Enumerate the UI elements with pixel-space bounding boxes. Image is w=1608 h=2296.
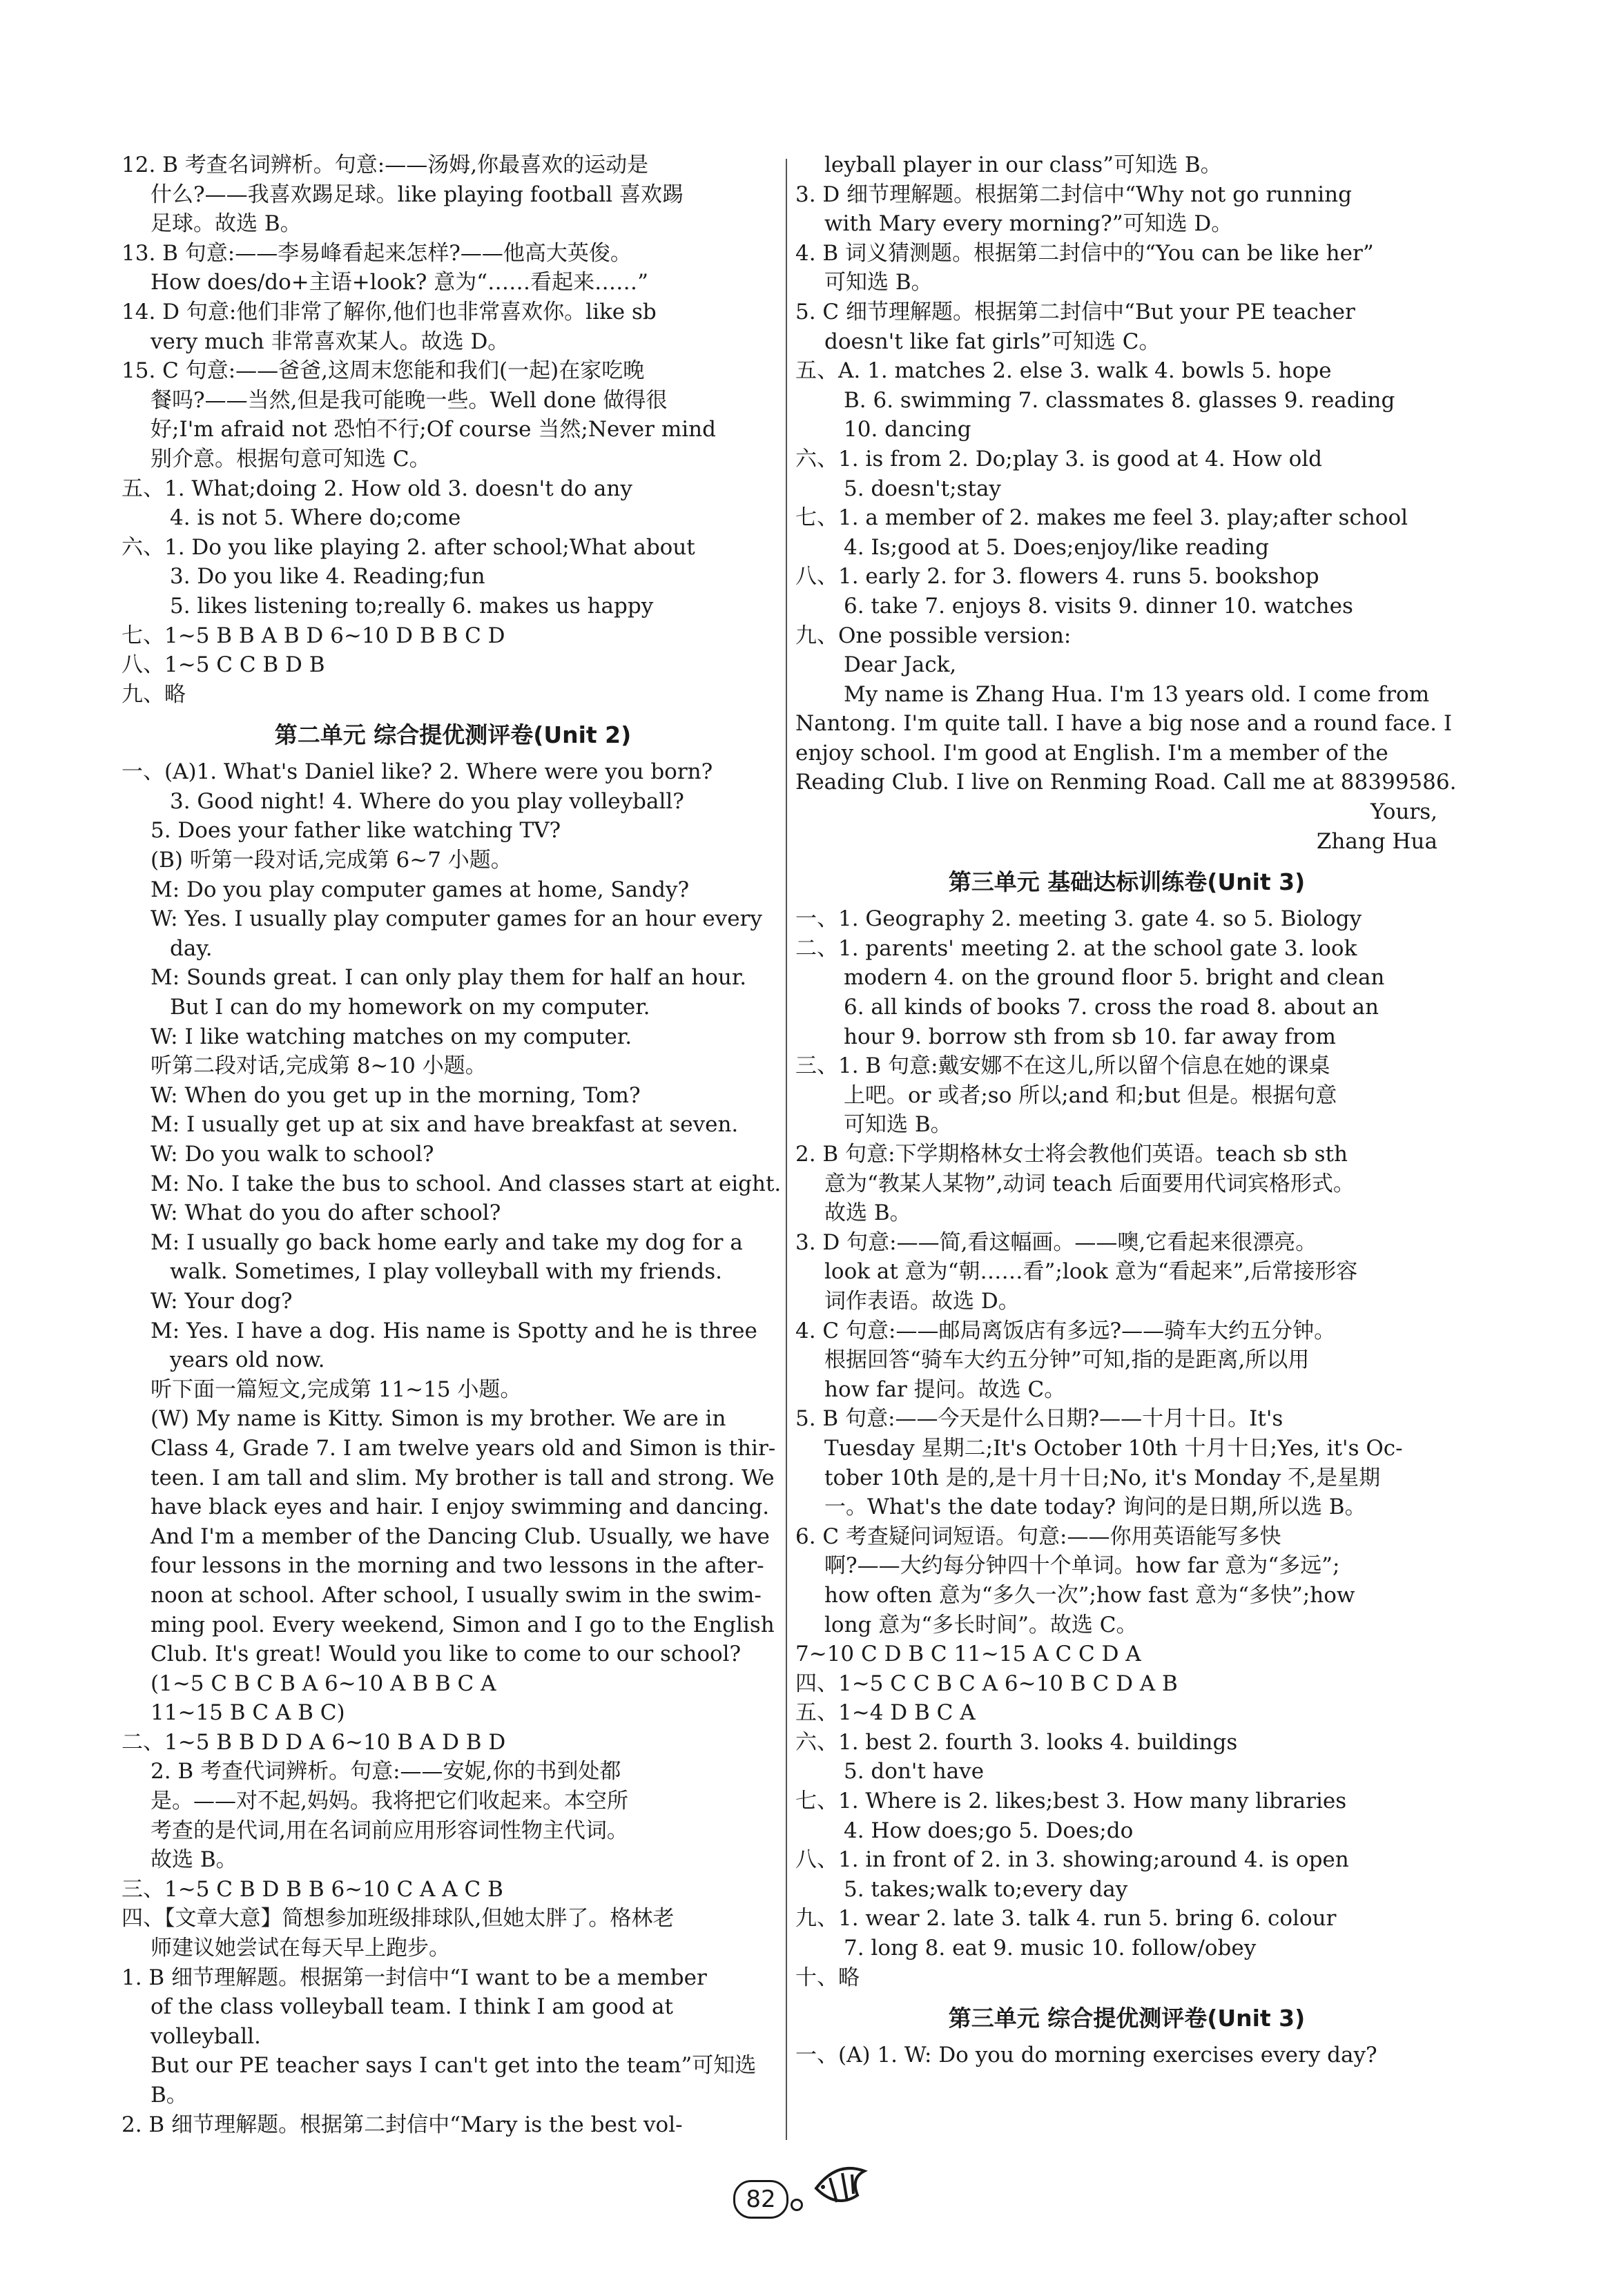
left-column [122, 150, 784, 2139]
answer-line: 5. B 句意:——今天是什么日期?——十月十日。It's [795, 1406, 1284, 1432]
answer-line: 一。What's the date today? 询问的是日期,所以选 B。 [824, 1495, 1366, 1520]
answer-line: (1~5 C B C B A 6~10 A B B C A [151, 1671, 496, 1696]
answer-line: long 意为“多长时间”。故选 C。 [824, 1612, 1138, 1637]
page-number-dot [791, 2199, 803, 2211]
answer-line: B. 6. swimming 7. classmates 8. glasses 9. reading [844, 387, 1395, 413]
answer-line: 什么?——我喜欢踢足球。like playing football 喜欢踢 [151, 182, 684, 207]
answer-line: years old now. [170, 1348, 325, 1373]
answer-line: Tuesday 星期二;It's October 10th 十月十日;Yes, it's Oc- [824, 1435, 1403, 1461]
answer-line: 听下面一篇短文,完成第 11~15 小题。 [151, 1376, 522, 1402]
answer-line: M: Yes. I have a dog. His name is Spotty and he is three [151, 1318, 757, 1343]
answer-line: 4. C 句意:——邮局离饭店有多远?——骑车大约五分钟。 [795, 1318, 1336, 1343]
answer-line: (B) 听第一段对话,完成第 6~7 小题。 [151, 848, 512, 873]
section-heading: 第三单元 综合提优测评卷(Unit 3) [948, 2005, 1306, 2032]
answer-line: 上吧。or 或者;so 所以;and 和;but 但是。根据句意 [844, 1082, 1337, 1108]
answer-line: 7~10 C D B C 11~15 A C C D A [795, 1642, 1141, 1667]
answer-line: 可知选 B。 [824, 270, 933, 295]
answer-line: look at 意为“朝……看”;look 意为“看起来”,后常接形容 [824, 1259, 1358, 1285]
answer-line: 是。——对不起,妈妈。我将把它们收起来。本空所 [151, 1789, 628, 1814]
answer-line: 三、1. B 句意:戴安娜不在这儿,所以留个信息在她的课桌 [795, 1053, 1330, 1079]
answer-line: leyball player in our class”可知选 B。 [824, 153, 1222, 177]
answer-line: 七、1~5 B B A B D 6~10 D B B C D [122, 623, 505, 648]
answer-line: W: Do you walk to school? [151, 1142, 434, 1167]
answer-line: ming pool. Every weekend, Simon and I go to the English [151, 1612, 775, 1637]
answer-line: 故选 B。 [151, 1847, 238, 1873]
answer-line: 九、略 [122, 681, 186, 707]
answer-line: have black eyes and hair. I enjoy swimming and dancing. [151, 1495, 770, 1520]
answer-line: 三、1~5 C B D B B 6~10 C A A C B [122, 1876, 503, 1902]
answer-line: 二、1~5 B B D D A 6~10 B A D B D [122, 1729, 506, 1755]
answer-line: Yours, [1370, 799, 1437, 825]
right-column [795, 150, 1458, 2070]
answer-line: But I can do my homework on my computer. [170, 995, 650, 1020]
answer-line: very much 非常喜欢某人。故选 D。 [151, 329, 510, 354]
answer-line: M: Do you play computer games at home, Sandy? [151, 877, 690, 902]
answer-line: 师建议她尝试在每天早上跑步。 [151, 1936, 450, 1961]
answer-line: 5. doesn't;stay [844, 476, 1001, 501]
answer-line: 1. B 细节理解题。根据第一封信中“I want to be a member [122, 1965, 707, 1990]
answer-line: W: When do you get up in the morning, Tom? [151, 1082, 641, 1108]
answer-line: 七、1. a member of 2. makes me feel 3. play;after school [795, 505, 1408, 531]
answer-line: 3. D 细节理解题。根据第二封信中“Why not go running [795, 182, 1352, 207]
section-heading: 第二单元 综合提优测评卷(Unit 2) [274, 721, 632, 749]
answer-line: 意为“教某人某物”,动词 teach 后面要用代词宾格形式。 [824, 1171, 1355, 1196]
answer-line: 六、1. best 2. fourth 3. looks 4. buildings [795, 1729, 1238, 1755]
answer-line: How does/do+主语+look? 意为“……看起来……” [151, 270, 648, 295]
answer-line: 五、A. 1. matches 2. else 3. walk 4. bowls 5. hope [795, 358, 1332, 384]
answer-line: 5. C 细节理解题。根据第二封信中“But your PE teacher [795, 299, 1355, 324]
answer-line: 7. long 8. eat 9. music 10. follow/obey [844, 1936, 1257, 1961]
answer-line: 4. Is;good at 5. Does;enjoy/like reading [844, 534, 1269, 560]
answer-line: 5. takes;walk to;every day [844, 1876, 1128, 1902]
answer-line: 九、1. wear 2. late 3. talk 4. run 5. bring 6. colour [795, 1906, 1337, 1932]
answer-line: hour 9. borrow sth from sb 10. far away from [844, 1024, 1336, 1049]
answer-line: 故选 B。 [824, 1200, 911, 1226]
page-number: 82 [733, 2180, 788, 2219]
answer-line: 五、1. What;doing 2. How old 3. doesn't do any [122, 476, 632, 501]
answer-line: 4. is not 5. Where do;come [170, 505, 461, 531]
answer-line: 听第二段对话,完成第 8~10 小题。 [151, 1053, 487, 1079]
answer-line: 九、One possible version: [795, 623, 1072, 648]
answer-line: 四、1~5 C C B C A 6~10 B C D A B [795, 1671, 1178, 1696]
answer-line: Club. It's great! Would you like to come to our school? [151, 1642, 742, 1667]
answer-line: W: Yes. I usually play computer games for an hour every [151, 906, 762, 932]
answer-line: 4. B 词义猜测题。根据第二封信中的“You can be like her” [795, 240, 1374, 266]
answer-line: W: I like watching matches on my computer. [151, 1024, 632, 1049]
answer-line: M: I usually get up at six and have breakfast at seven. [151, 1112, 739, 1138]
answer-line: 2. B 细节理解题。根据第二封信中“Mary is the best vol- [122, 2112, 683, 2137]
answer-line: 根据回答“骑车大约五分钟”可知,指的是距离,所以用 [824, 1348, 1310, 1373]
answer-line: 一、1. Geography 2. meeting 3. gate 4. so 5. Biology [795, 906, 1362, 932]
answer-line: 15. C 句意:——爸爸,这周末您能和我们(一起)在家吃晚 [122, 358, 645, 384]
answer-line: doesn't like fat girls”可知选 C。 [824, 329, 1161, 354]
answer-line: 3. Good night! 4. Where do you play volleyball? [170, 788, 684, 814]
fish-logo-icon [809, 2154, 871, 2216]
answer-line: tober 10th 是的,是十月十日;No, it's Monday 不,是星期 [824, 1465, 1381, 1490]
answer-line: (W) My name is Kitty. Simon is my brother. We are in [151, 1406, 726, 1432]
answer-line: 可知选 B。 [844, 1112, 952, 1138]
answer-line: day. [170, 935, 213, 961]
answer-line: 十、略 [795, 1965, 860, 1990]
answer-line: W: Your dog? [151, 1288, 293, 1314]
answer-line: Zhang Hua [1316, 828, 1437, 854]
answer-line: 四、【文章大意】简想参加班级排球队,但她太胖了。格林老 [122, 1906, 675, 1932]
answer-line: 2. B 句意:下学期格林女士将会教他们英语。teach sb sth [795, 1142, 1348, 1167]
answer-line: 足球。故选 B。 [151, 211, 302, 237]
answer-line: 5. likes listening to;really 6. makes us happy [170, 593, 654, 619]
answer-line: 词作表语。故选 D。 [824, 1288, 1020, 1314]
answer-line: 好;I'm afraid not 恐怕不行;Of course 当然;Never mind [151, 417, 716, 442]
answer-line: 2. B 考查代词辨析。句意:——安妮,你的书到处都 [151, 1759, 621, 1784]
answer-line: 6. take 7. enjoys 8. visits 9. dinner 10. watches [844, 593, 1353, 619]
answer-line: 六、1. is from 2. Do;play 3. is good at 4. How old [795, 446, 1323, 471]
answer-line: teen. I am tall and slim. My brother is tall and strong. We [151, 1465, 775, 1490]
answer-line: 6. C 考查疑问词短语。句意:——你用英语能写多快 [795, 1524, 1281, 1549]
answer-line: 3. D 句意:——简,看这幅画。——噢,它看起来很漂亮。 [795, 1229, 1317, 1255]
answer-line: M: Sounds great. I can only play them for half an hour. [151, 965, 747, 991]
answer-line: noon at school. After school, I usually swim in the swim- [151, 1582, 762, 1608]
answer-line: W: What do you do after school? [151, 1200, 501, 1226]
section-heading: 第三单元 基础达标训练卷(Unit 3) [948, 868, 1306, 896]
answer-line: modern 4. on the ground floor 5. bright and clean [844, 965, 1385, 991]
answer-line: 八、1~5 C C B D B [122, 652, 325, 678]
answer-line: But our PE teacher says I can't get into the team”可知选 B。 [151, 2053, 757, 2108]
answer-line: 5. Does your father like watching TV? [151, 818, 561, 844]
answer-line: 啊?——大约每分钟四十个单词。how far 意为“多远”; [824, 1553, 1340, 1579]
answer-line: 五、1~4 D B C A [795, 1700, 976, 1726]
column-divider [786, 159, 787, 2140]
answer-line: how far 提问。故选 C。 [824, 1376, 1066, 1402]
answer-line: 11~15 B C A B C) [151, 1700, 345, 1726]
answer-line: Class 4, Grade 7. I am twelve years old and Simon is thir- [151, 1435, 776, 1461]
answer-line: four lessons in the morning and two lessons in the after- [151, 1553, 764, 1579]
answer-line: 12. B 考查名词辨析。句意:——汤姆,你最喜欢的运动是 [122, 153, 649, 177]
answer-line: 一、(A) 1. W: Do you do morning exercises every day? [795, 2043, 1377, 2068]
answer-line: Dear Jack, [844, 652, 957, 678]
answer-line: 3. Do you like 4. Reading;fun [170, 564, 485, 590]
answer-line: 八、1. early 2. for 3. flowers 4. runs 5. bookshop [795, 564, 1319, 590]
answer-line: 4. How does;go 5. Does;do [844, 1818, 1134, 1843]
answer-line: 10. dancing [844, 417, 971, 442]
answer-line: M: I usually go back home early and take my dog for a [151, 1229, 743, 1255]
answer-line: 6. all kinds of books 7. cross the road 8. about an [844, 995, 1379, 1020]
answer-line: 八、1. in front of 2. in 3. showing;around 4. is open [795, 1847, 1349, 1873]
answer-line: how often 意为“多久一次”;how fast 意为“多快”;how [824, 1582, 1355, 1608]
answer-line: 考查的是代词,用在名词前应用形容词性物主代词。 [151, 1818, 628, 1843]
answer-line: 餐吗?——当然,但是我可能晚一些。Well done 做得很 [151, 387, 668, 413]
answer-line: 七、1. Where is 2. likes;best 3. How many libraries [795, 1789, 1347, 1814]
answer-line: 一、(A)1. What's Daniel like? 2. Where were you born? [122, 759, 713, 785]
answer-line: 别介意。根据句意可知选 C。 [151, 446, 431, 471]
answer-line: walk. Sometimes, I play volleyball with my friends. [170, 1259, 722, 1285]
answer-line: 六、1. Do you like playing 2. after school;What about [122, 534, 695, 560]
answer-line: 5. don't have [844, 1759, 985, 1784]
answer-line: 二、1. parents' meeting 2. at the school gate 3. look [795, 935, 1357, 961]
answer-line: 14. D 句意:他们非常了解你,他们也非常喜欢你。like sb [122, 299, 657, 324]
answer-line: of the class volleyball team. I think I am good at volleyball. [151, 1994, 673, 2049]
answer-line: My name is Zhang Hua. I'm 13 years old. I come from Nantong. I'm quite tall. I have a big nose and a round face. I enjoy school. I'm good at English. I'm a member of the Reading Club. I live on Renming Road. Call me at 88399586. [795, 681, 1457, 795]
answer-line: And I'm a member of the Dancing Club. Usually, we have [151, 1524, 770, 1549]
answer-line: 13. B 句意:——李易峰看起来怎样?——他高大英俊。 [122, 240, 632, 266]
answer-line: with Mary every morning?”可知选 D。 [824, 211, 1233, 237]
answer-line: M: No. I take the bus to school. And classes start at eight. [151, 1171, 782, 1196]
